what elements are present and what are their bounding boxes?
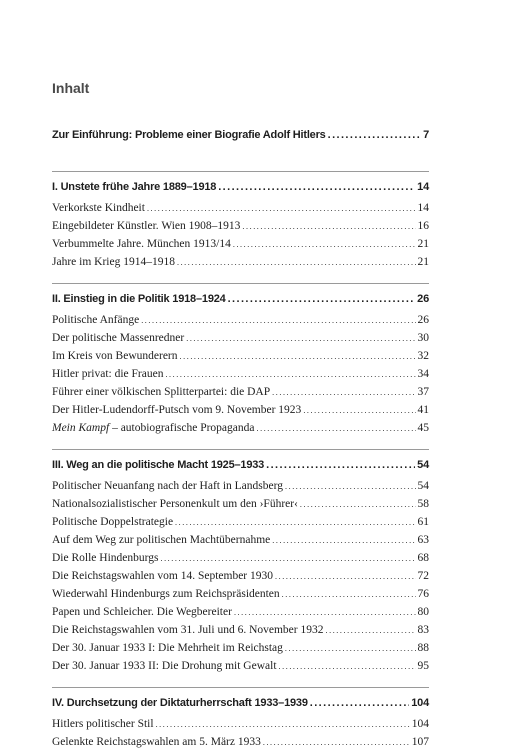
toc-entry[interactable]	[52, 495, 429, 513]
page-number: 7	[423, 129, 429, 141]
section-divider	[52, 171, 429, 172]
page-number: 26	[417, 314, 429, 326]
entry-title: Der politische Massenredner	[52, 332, 185, 344]
section-divider	[52, 687, 429, 688]
dot-leader	[156, 715, 410, 734]
table-of-contents	[52, 78, 429, 751]
section-divider	[52, 449, 429, 450]
toc-intro-entry[interactable]	[52, 124, 429, 147]
entry-title: Gelenkte Reichstagswahlen am 5. März 1933	[52, 736, 261, 748]
dot-leader	[300, 495, 416, 514]
page-number: 30	[417, 332, 429, 344]
entry-title: Verkorkste Kindheit	[52, 202, 145, 214]
toc-entry[interactable]	[52, 477, 429, 495]
page-number: 95	[417, 660, 429, 672]
page-number: 72	[417, 570, 429, 582]
entry-title: Politischer Neuanfang nach der Haft in Landsberg	[52, 480, 283, 492]
toc-section-heading[interactable]	[52, 692, 429, 715]
page-number: 14	[417, 202, 429, 214]
toc-entry[interactable]	[52, 311, 429, 329]
section-title: II. Einstieg in die Politik 1918–1924	[52, 293, 226, 305]
page-number: 32	[417, 350, 429, 362]
entry-title: Die Reichstagswahlen vom 14. September 1930	[52, 570, 274, 582]
toc-entry[interactable]	[52, 603, 429, 621]
page-number: 45	[417, 422, 429, 434]
toc-entry[interactable]	[52, 383, 429, 401]
toc-entry[interactable]	[52, 513, 429, 531]
dot-leader	[328, 124, 421, 147]
dot-leader	[266, 454, 415, 477]
page-number: 34	[417, 368, 429, 380]
entry-title: Im Kreis von Bewunderern	[52, 350, 178, 362]
entry-title: Nationalsozialistischer Personenkult um den ›Führer‹	[52, 498, 298, 510]
dot-leader	[326, 621, 416, 640]
page-number: 76	[417, 588, 429, 600]
entry-title: Hitlers politischer Stil	[52, 718, 154, 730]
toc-section-heading[interactable]	[52, 288, 429, 311]
dot-leader	[180, 347, 416, 366]
section-title: I. Unstete frühe Jahre 1889–1918	[52, 181, 217, 193]
entry-title	[52, 419, 255, 437]
section-title: IV. Durchsetzung der Diktaturherrschaft 1933–1939	[52, 697, 308, 709]
toc-entry[interactable]	[52, 549, 429, 567]
entry-title: Der 30. Januar 1933 II: Die Drohung mit Gewalt	[52, 660, 277, 672]
dot-leader	[257, 419, 416, 438]
entry-title: Auf dem Weg zur politischen Machtübernahme	[52, 534, 271, 546]
page-number: 26	[417, 293, 429, 305]
page-number: 58	[417, 498, 429, 510]
book-title: Mein Kampf	[52, 422, 110, 434]
entry-title: Der 30. Januar 1933 I: Die Mehrheit im Reichstag	[52, 642, 283, 654]
page-number: 41	[417, 404, 429, 416]
toc-entry[interactable]	[52, 329, 429, 347]
dot-leader	[263, 733, 410, 752]
entry-title: Jahre im Krieg 1914–1918	[52, 256, 175, 268]
dot-leader	[233, 235, 416, 254]
entry-title: Wiederwahl Hindenburgs zum Reichspräsidenten	[52, 588, 280, 600]
page-number: 68	[417, 552, 429, 564]
toc-entry[interactable]	[52, 531, 429, 549]
section-divider	[52, 283, 429, 284]
entry-title: Hitler privat: die Frauen	[52, 368, 164, 380]
toc-heading: Inhalt	[52, 80, 90, 96]
dot-leader	[165, 365, 415, 384]
dot-leader	[177, 253, 416, 272]
entry-title: Verbummelte Jahre. München 1913/14	[52, 238, 231, 250]
toc-entry[interactable]	[52, 621, 429, 639]
dot-leader	[147, 199, 416, 218]
toc-entry[interactable]	[52, 733, 429, 751]
toc-entry[interactable]	[52, 235, 429, 253]
dot-leader	[141, 311, 415, 330]
dot-leader	[272, 383, 415, 402]
dot-leader	[310, 692, 409, 715]
dot-leader	[186, 329, 415, 348]
page-number: 61	[417, 516, 429, 528]
page-number: 54	[417, 480, 429, 492]
dot-leader	[282, 585, 416, 604]
entry-title: Zur Einführung: Probleme einer Biografie Adolf Hitlers	[52, 129, 326, 141]
toc-entry[interactable]	[52, 253, 429, 271]
dot-leader	[303, 401, 415, 420]
page-number: 54	[417, 459, 429, 471]
page-number: 107	[411, 736, 429, 748]
toc-entry[interactable]	[52, 419, 429, 437]
dot-leader	[242, 217, 415, 236]
toc-section-heading[interactable]	[52, 454, 429, 477]
toc-entry[interactable]	[52, 199, 429, 217]
page-number: 83	[417, 624, 429, 636]
entry-title: Politische Anfänge	[52, 314, 140, 326]
page-number: 63	[417, 534, 429, 546]
dot-leader	[160, 549, 415, 568]
dot-leader	[175, 513, 415, 532]
toc-section-heading[interactable]	[52, 176, 429, 199]
toc-entry[interactable]	[52, 347, 429, 365]
page-number: 14	[417, 181, 429, 193]
toc-entry[interactable]	[52, 217, 429, 235]
toc-entry[interactable]	[52, 567, 429, 585]
entry-title: Die Rolle Hindenburgs	[52, 552, 159, 564]
dot-leader	[272, 531, 415, 550]
entry-title: Führer einer völkischen Splitterpartei: die DAP	[52, 386, 271, 398]
dot-leader	[218, 176, 415, 199]
page-number: 104	[411, 697, 429, 709]
page-number: 21	[417, 238, 429, 250]
dot-leader	[285, 639, 416, 658]
toc-entry[interactable]	[52, 401, 429, 419]
toc-entry[interactable]	[52, 585, 429, 603]
dot-leader	[275, 567, 415, 586]
toc-entry[interactable]	[52, 639, 429, 657]
entry-title: Papen und Schleicher. Die Wegbereiter	[52, 606, 232, 618]
page-number: 21	[417, 256, 429, 268]
page-number: 88	[417, 642, 429, 654]
entry-title: Politische Doppelstrategie	[52, 516, 174, 528]
entry-title-rest: – autobiografische Propaganda	[109, 422, 255, 434]
page-number: 37	[417, 386, 429, 398]
entry-title: Der Hitler-Ludendorff-Putsch vom 9. November 1923	[52, 404, 302, 416]
toc-entry[interactable]	[52, 365, 429, 383]
entry-title: Die Reichstagswahlen vom 31. Juli und 6. November 1932	[52, 624, 324, 636]
dot-leader	[228, 288, 416, 311]
page-number: 104	[411, 718, 429, 730]
page-number: 80	[417, 606, 429, 618]
dot-leader	[285, 477, 416, 496]
dot-leader	[234, 603, 416, 622]
entry-title: Eingebildeter Künstler. Wien 1908–1913	[52, 220, 241, 232]
dot-leader	[279, 657, 416, 676]
page-number: 16	[417, 220, 429, 232]
toc-entry[interactable]	[52, 715, 429, 733]
toc-entry[interactable]	[52, 657, 429, 675]
section-title: III. Weg an die politische Macht 1925–1933	[52, 459, 265, 471]
